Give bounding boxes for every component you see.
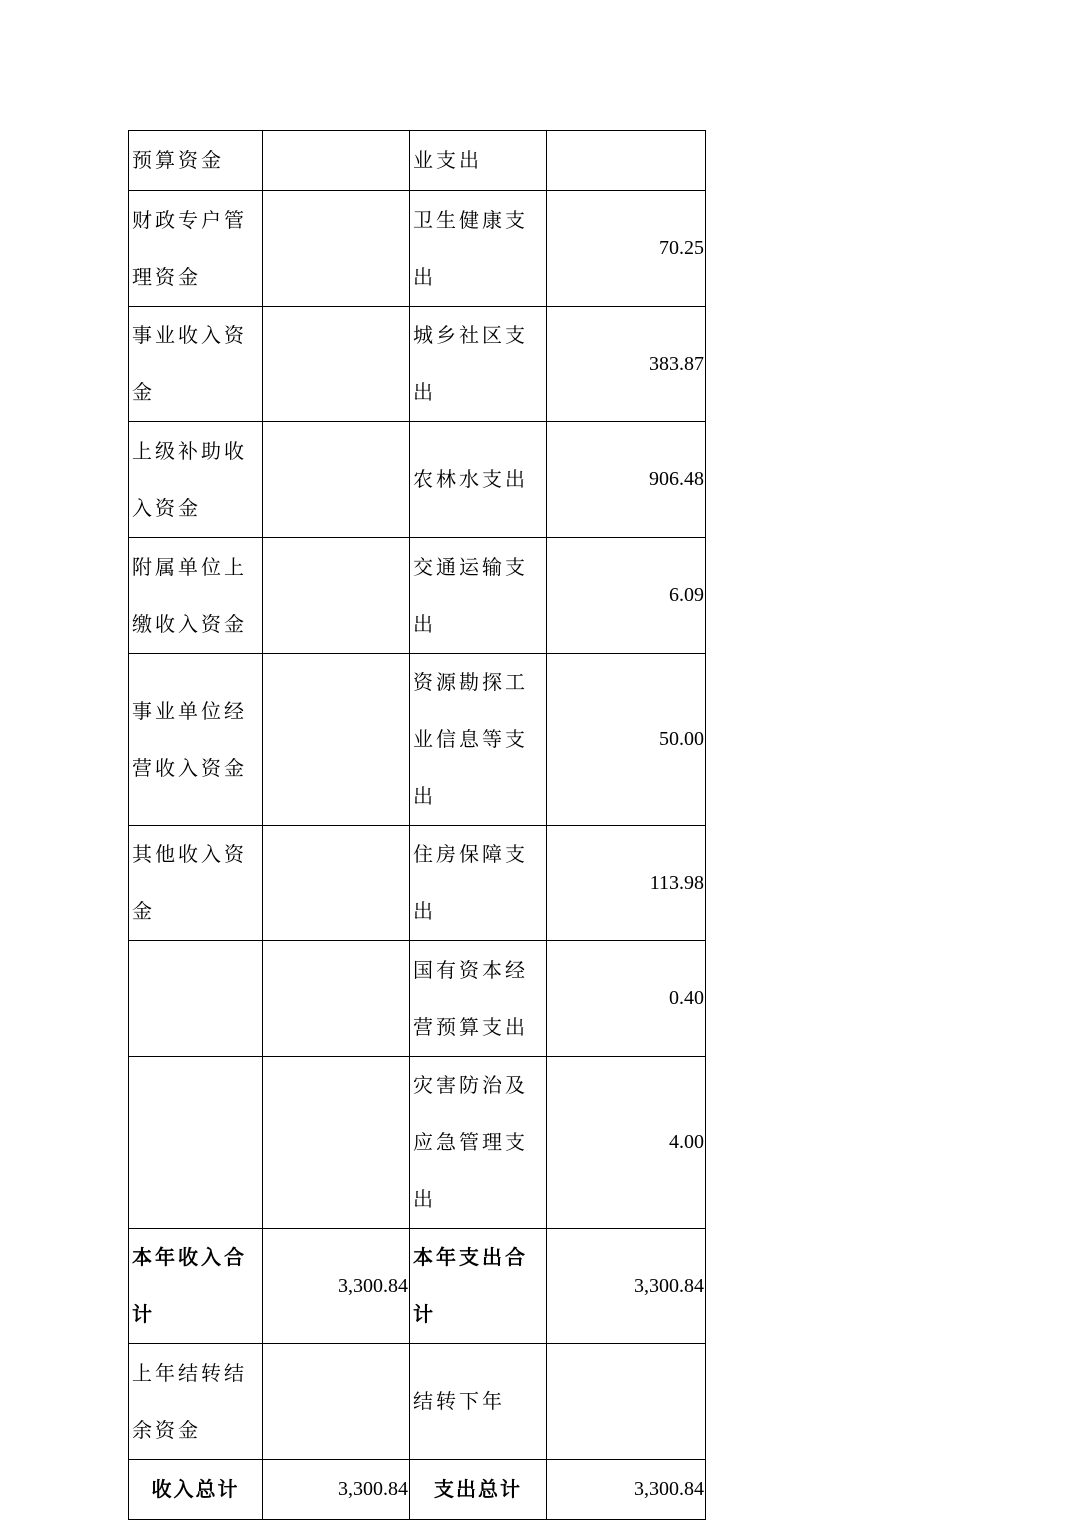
income-label: 本年收入合计 — [129, 1229, 263, 1344]
expense-label: 国有资本经营预算支出 — [410, 941, 547, 1057]
expense-value: 906.48 — [547, 422, 706, 538]
income-value — [263, 1344, 410, 1460]
income-value — [263, 826, 410, 941]
income-label: 财政专户管理资金 — [129, 191, 263, 307]
table-row-grand-total — [129, 1460, 706, 1520]
income-value — [263, 307, 410, 422]
table-row — [129, 1057, 706, 1229]
income-label — [129, 941, 263, 1057]
expense-label: 农林水支出 — [410, 422, 547, 538]
expense-label: 支出总计 — [410, 1460, 547, 1520]
expense-value: 3,300.84 — [547, 1229, 706, 1344]
income-label: 附属单位上缴收入资金 — [129, 538, 263, 654]
expense-label: 灾害防治及应急管理支出 — [410, 1057, 547, 1229]
table-row — [129, 1344, 706, 1460]
income-value — [263, 191, 410, 307]
expense-value: 113.98 — [547, 826, 706, 941]
expense-label: 业支出 — [410, 131, 547, 191]
expense-label: 城乡社区支出 — [410, 307, 547, 422]
income-label — [129, 1057, 263, 1229]
expense-label: 交通运输支出 — [410, 538, 547, 654]
income-label: 收入总计 — [129, 1460, 263, 1520]
table-row — [129, 538, 706, 654]
income-label: 事业单位经营收入资金 — [129, 654, 263, 826]
table-row — [129, 131, 706, 191]
table-row-annual-total — [129, 1229, 706, 1344]
expense-value: 50.00 — [547, 654, 706, 826]
income-value — [263, 1057, 410, 1229]
expense-label: 卫生健康支出 — [410, 191, 547, 307]
expense-value — [547, 1344, 706, 1460]
income-value — [263, 538, 410, 654]
income-label: 上级补助收入资金 — [129, 422, 263, 538]
expense-value: 6.09 — [547, 538, 706, 654]
expense-value: 70.25 — [547, 191, 706, 307]
table-row — [129, 941, 706, 1057]
table-row — [129, 826, 706, 941]
table-row — [129, 654, 706, 826]
income-label: 其他收入资金 — [129, 826, 263, 941]
income-value — [263, 131, 410, 191]
expense-label: 结转下年 — [410, 1344, 547, 1460]
expense-value: 3,300.84 — [547, 1460, 706, 1520]
expense-label: 住房保障支出 — [410, 826, 547, 941]
table-row — [129, 307, 706, 422]
income-label: 上年结转结余资金 — [129, 1344, 263, 1460]
expense-value: 383.87 — [547, 307, 706, 422]
expense-label: 本年支出合计 — [410, 1229, 547, 1344]
income-value: 3,300.84 — [263, 1229, 410, 1344]
income-label: 事业收入资金 — [129, 307, 263, 422]
budget-table — [128, 130, 706, 1520]
expense-value: 4.00 — [547, 1057, 706, 1229]
income-value: 3,300.84 — [263, 1460, 410, 1520]
income-label: 预算资金 — [129, 131, 263, 191]
expense-value: 0.40 — [547, 941, 706, 1057]
table-row — [129, 422, 706, 538]
income-value — [263, 654, 410, 826]
income-value — [263, 941, 410, 1057]
table-row — [129, 191, 706, 307]
expense-value — [547, 131, 706, 191]
expense-label: 资源勘探工业信息等支出 — [410, 654, 547, 826]
income-value — [263, 422, 410, 538]
